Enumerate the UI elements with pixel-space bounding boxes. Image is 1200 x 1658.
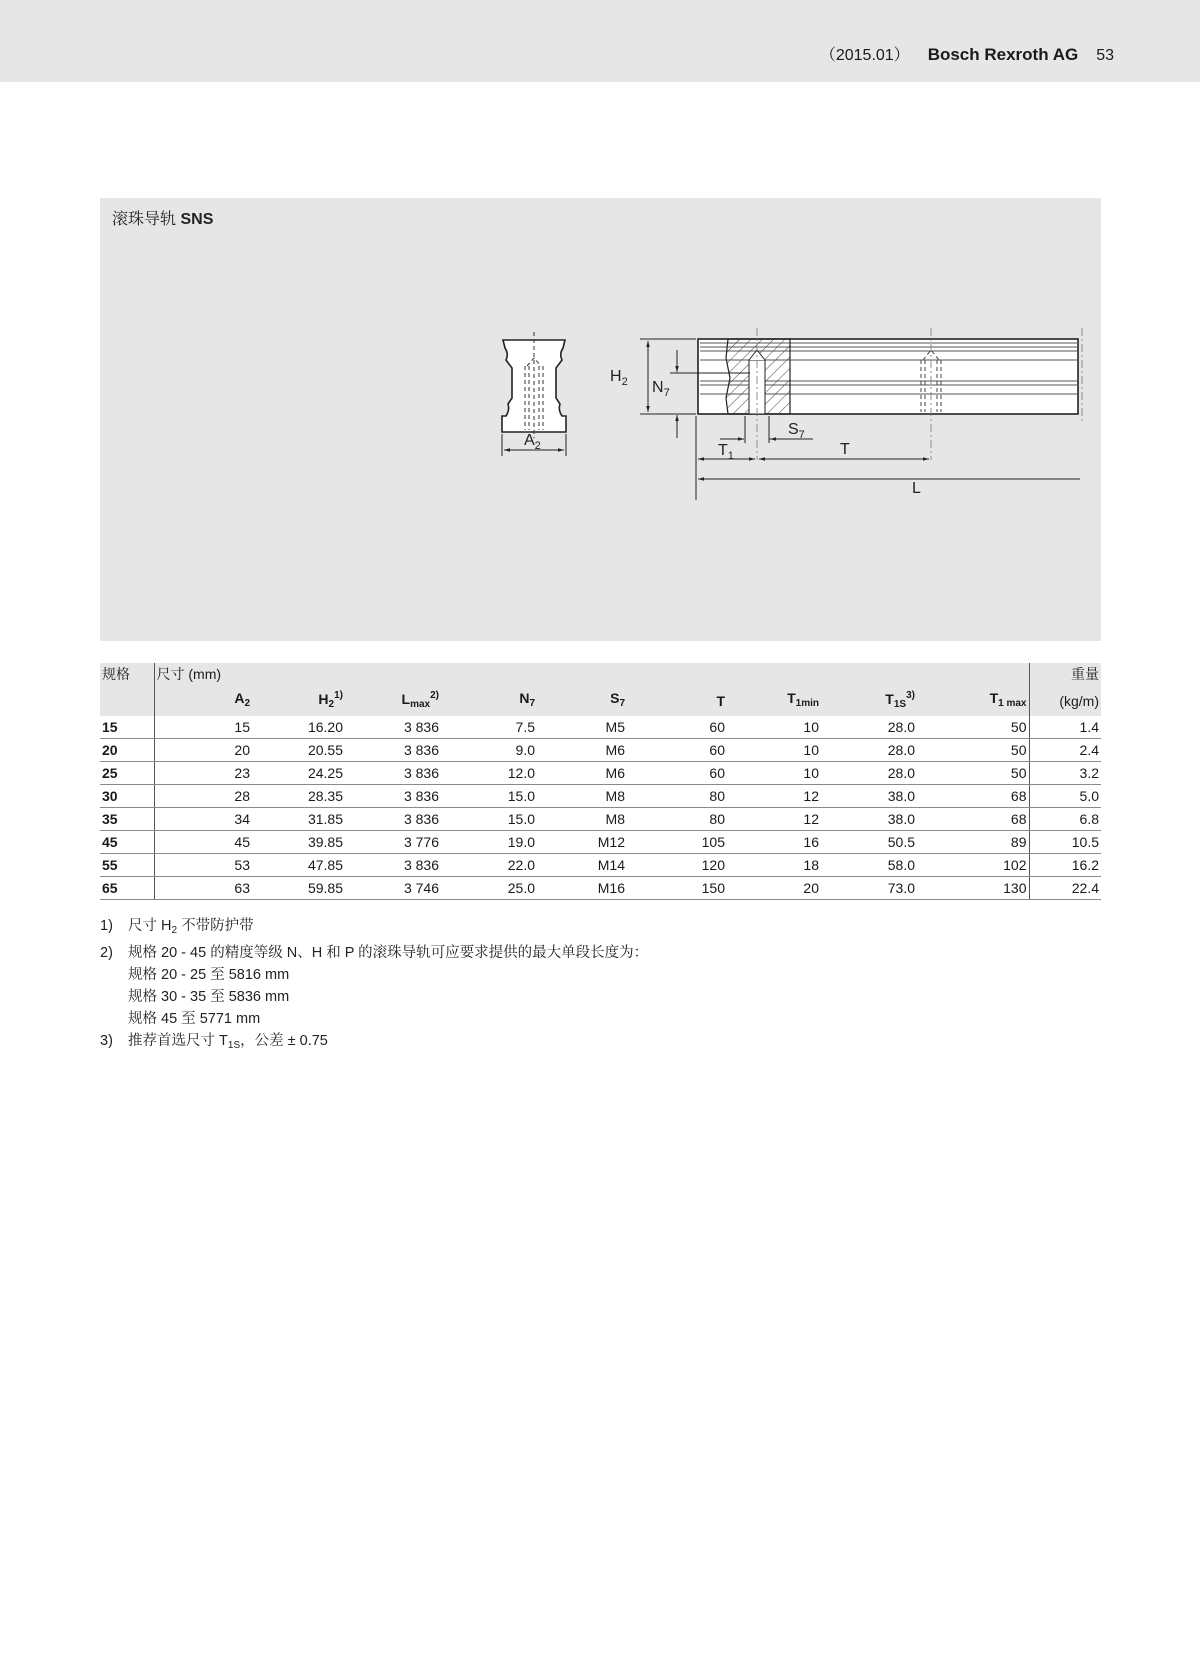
rail-side-view — [610, 328, 1082, 500]
col-size-header: 规格 — [100, 663, 154, 685]
footnote-2-line-3: 规格 45 至 5771 mm — [128, 1011, 261, 1027]
footnote-2-line-1: 规格 20 - 25 至 5816 mm — [128, 967, 290, 983]
col-dims-header: 尺寸 (mm) — [154, 663, 1029, 685]
table-header-row-1 — [100, 663, 1101, 685]
figure-panel — [100, 198, 1101, 641]
page-number: 53 — [1096, 47, 1114, 64]
label-T: T — [840, 441, 850, 458]
footnote-3: 3) 推荐首选尺寸 $T_{1S}$，公差 ± 0.75 — [100, 1033, 328, 1051]
label-L: L — [912, 480, 921, 497]
footnotes — [100, 915, 648, 1057]
page-header-band — [0, 0, 1200, 82]
col-N7: $N_7$ — [441, 685, 537, 716]
table-row: 45 45 39.85 3 776 19.0 M12 105 16 50.5 89 10.5 — [100, 831, 1101, 854]
table-row: 20 20 20.55 3 836 9.0 M6 60 10 28.0 50 2.4 — [100, 739, 1101, 762]
edition-date: （2015.01） — [819, 47, 910, 64]
table-row: 30 28 28.35 3 836 15.0 M8 80 12 38.0 68 5.0 — [100, 785, 1101, 808]
dimension-table — [100, 663, 1101, 900]
col-T1min: $T_{1min}$ — [727, 685, 821, 716]
col-H2: $H_2^{1)}$ — [252, 685, 345, 716]
table-header-row-2 — [100, 685, 1101, 716]
col-Lmax: $L_{max}^{2)}$ — [345, 685, 441, 716]
col-T: T — [627, 685, 727, 716]
table-row: 15 15 16.20 3 836 7.5 M5 60 10 28.0 50 1.4 — [100, 716, 1101, 739]
running-header — [820, 42, 1114, 65]
label-N7: $N_7$ — [652, 379, 670, 399]
table-row: 25 23 24.25 3 836 12.0 M6 60 10 28.0 50 3.2 — [100, 762, 1101, 785]
footnote-2: 2) 规格 20 - 45 的精度等级 N、H 和 P 的滚珠导轨可应要求提供的最大单段长度为： — [100, 945, 649, 961]
label-S7: $S_7$ — [788, 421, 805, 441]
col-S7: $S_7$ — [537, 685, 627, 716]
col-A2: $A_2$ — [154, 685, 252, 716]
footnote-2-line-2: 规格 30 - 35 至 5836 mm — [128, 989, 290, 1005]
company-name: Bosch Rexroth AG — [927, 45, 1079, 64]
col-weight-unit: (kg/m) — [1029, 685, 1101, 716]
table-row: 55 53 47.85 3 836 22.0 M14 120 18 58.0 102 16.2 — [100, 854, 1101, 877]
col-T1max: $T_{1 max}$ — [917, 685, 1029, 716]
rail-drawing — [100, 198, 1101, 641]
footnote-1: 1) 尺寸 $H_2$ 不带防护带 — [100, 918, 254, 936]
figure-title-model: SNS — [180, 211, 214, 228]
table-row: 65 63 59.85 3 746 25.0 M16 150 20 73.0 130 22.4 — [100, 877, 1101, 900]
label-T1: $T_1$ — [718, 442, 734, 462]
label-H2: $H_2$ — [610, 368, 628, 388]
label-A2: $A_2$ — [524, 432, 541, 452]
figure-title-cn: 滚珠导轨 — [112, 211, 177, 228]
col-T1S: $T_{1S}^{3)}$ — [821, 685, 917, 716]
table-row: 35 34 31.85 3 836 15.0 M8 80 12 38.0 68 6.8 — [100, 808, 1101, 831]
col-weight-header: 重量 — [1029, 663, 1101, 685]
